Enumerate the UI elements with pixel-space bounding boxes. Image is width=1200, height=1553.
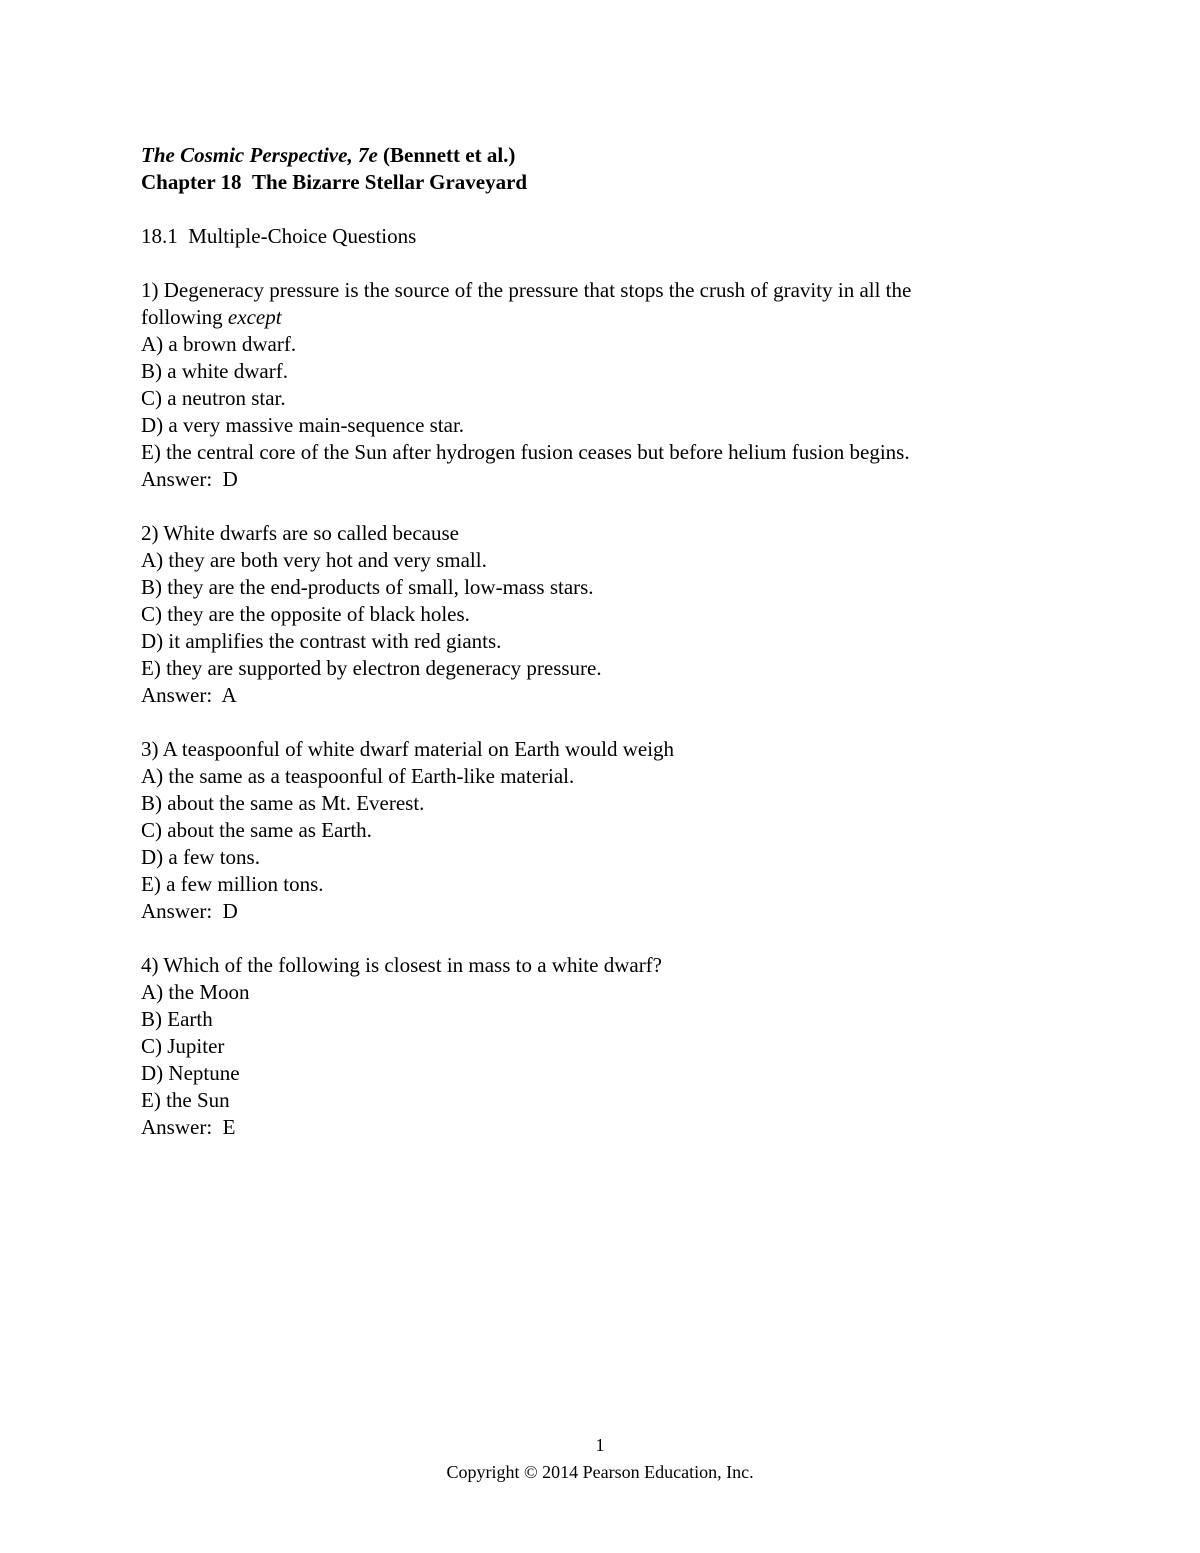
question-stem: 1) Degeneracy pressure is the source of the pressure that stops the crush of gravity in all the xyxy=(141,278,912,302)
answer: Answer: D xyxy=(141,467,238,491)
option-e: E) a few million tons. xyxy=(141,872,324,896)
question-stem-continued xyxy=(141,304,1041,331)
document-body xyxy=(141,142,1041,1141)
option-d: D) a very massive main-sequence star. xyxy=(141,413,465,437)
option-c: C) they are the opposite of black holes. xyxy=(141,602,470,626)
section-title: 18.1 Multiple-Choice Questions xyxy=(141,224,417,248)
answer: Answer: E xyxy=(141,1115,236,1139)
option-e: E) the central core of the Sun after hydrogen fusion ceases but before helium fusion begins. xyxy=(141,440,910,464)
question-1 xyxy=(141,277,1041,493)
option-b: B) about the same as Mt. Everest. xyxy=(141,791,425,815)
option-b: B) Earth xyxy=(141,1007,213,1031)
question-3 xyxy=(141,736,1041,925)
page-number: 1 xyxy=(595,1435,605,1455)
book-authors: (Bennett et al.) xyxy=(383,143,516,167)
question-stem: 3) A teaspoonful of white dwarf material on Earth would weigh xyxy=(141,737,675,761)
option-d: D) it amplifies the contrast with red giants. xyxy=(141,629,502,653)
chapter-title: The Bizarre Stellar Graveyard xyxy=(252,170,528,194)
option-c: C) about the same as Earth. xyxy=(141,818,372,842)
option-a: A) the same as a teaspoonful of Earth-like material. xyxy=(141,764,575,788)
option-a: A) they are both very hot and very small. xyxy=(141,548,487,572)
book-title: The Cosmic Perspective, 7e xyxy=(141,143,378,167)
question-4 xyxy=(141,952,1041,1141)
option-c: C) a neutron star. xyxy=(141,386,286,410)
option-b: B) a white dwarf. xyxy=(141,359,288,383)
option-d: D) a few tons. xyxy=(141,845,260,869)
question-stem-text: following xyxy=(141,305,228,329)
question-stem: 2) White dwarfs are so called because xyxy=(141,521,459,545)
option-d: D) Neptune xyxy=(141,1061,240,1085)
option-e: E) they are supported by electron degeneracy pressure. xyxy=(141,656,602,680)
chapter-label: Chapter 18 xyxy=(141,170,242,194)
option-e: E) the Sun xyxy=(141,1088,230,1112)
answer: Answer: A xyxy=(141,683,237,707)
question-stem: 4) Which of the following is closest in mass to a white dwarf? xyxy=(141,953,663,977)
question-emphasis: except xyxy=(227,305,282,329)
book-title-line xyxy=(141,142,1041,169)
question-2 xyxy=(141,520,1041,709)
answer: Answer: D xyxy=(141,899,238,923)
copyright-notice: Copyright © 2014 Pearson Education, Inc. xyxy=(446,1462,754,1482)
chapter-heading xyxy=(141,169,1041,196)
option-c: C) Jupiter xyxy=(141,1034,225,1058)
option-a: A) the Moon xyxy=(141,980,250,1004)
option-b: B) they are the end-products of small, low-mass stars. xyxy=(141,575,594,599)
option-a: A) a brown dwarf. xyxy=(141,332,297,356)
